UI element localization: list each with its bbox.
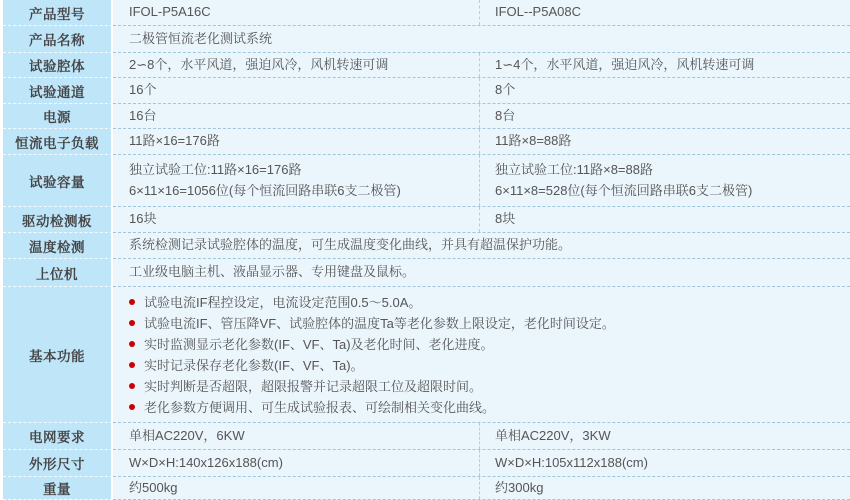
table-row-power-supply <box>3 104 850 129</box>
row-label: 基本功能 <box>3 287 113 423</box>
table-row-test-capacity <box>3 155 850 207</box>
row-data <box>113 0 850 26</box>
spec-value-col1: 11路×16=176路 <box>129 133 220 149</box>
spec-value-col1 <box>113 155 479 206</box>
table-row-product-name <box>3 26 850 53</box>
spec-value-col1: 16块 <box>129 211 157 227</box>
bullet-icon <box>129 341 135 347</box>
feature-item <box>129 397 842 418</box>
spec-value-col1: W×D×H:140x126x188(cm) <box>129 454 283 470</box>
spec-value-line: 6×11×16=1056位(每个恒流回路串联6支二极管) <box>129 182 401 198</box>
table-row-test-chamber <box>3 53 850 78</box>
feature-list <box>113 287 850 422</box>
feature-text: 实时监测显示老化参数(IF、VF、Ta)及老化时间、老化进度。 <box>144 336 494 352</box>
table-row-basic-functions <box>3 287 850 423</box>
row-label: 试验容量 <box>3 155 113 207</box>
spec-value-col2: 8个 <box>479 78 850 103</box>
table-row-temperature-detection <box>3 233 850 259</box>
row-data <box>113 78 850 104</box>
row-label: 外形尺寸 <box>3 450 113 477</box>
row-data <box>113 207 850 233</box>
spec-value-col1: 单相AC220V，6KW <box>129 427 245 443</box>
feature-item <box>129 334 842 355</box>
table-row-dimensions <box>3 450 850 477</box>
spec-value-col1: 2∽8个，水平风道，强迫风冷，风机转速可调 <box>129 56 389 72</box>
row-label: 电源 <box>3 104 113 129</box>
feature-item <box>129 355 842 376</box>
table-row-weight <box>3 477 850 500</box>
spec-value-col1: 约500kg <box>129 479 178 495</box>
row-label: 恒流电子负载 <box>3 129 113 155</box>
table-row-grid-requirement <box>3 423 850 450</box>
spec-value-col2: 1∽4个，水平风道，强迫风冷，风机转速可调 <box>479 53 850 77</box>
spec-value-col1: IFOL-P5A16C <box>129 4 211 20</box>
row-data <box>113 287 850 423</box>
row-data <box>113 450 850 477</box>
spec-value-span: 工业级电脑主机、液晶显示器、专用键盘及鼠标。 <box>129 264 416 280</box>
row-data <box>113 477 850 500</box>
bullet-icon <box>129 383 135 389</box>
feature-text: 实时记录保存老化参数(IF、VF、Ta)。 <box>144 357 364 373</box>
row-data <box>113 423 850 450</box>
bullet-icon <box>129 404 135 410</box>
spec-value-col1: 16台 <box>129 107 157 123</box>
feature-text: 老化参数方便调用、可生成试验报表、可绘制相关变化曲线。 <box>144 399 496 415</box>
bullet-icon <box>129 299 135 305</box>
row-label: 上位机 <box>3 259 113 287</box>
spec-value-col2: 约300kg <box>479 477 850 499</box>
row-label: 温度检测 <box>3 233 113 259</box>
feature-text: 实时判断是否超限，超限报警并记录超限工位及超限时间。 <box>144 378 483 394</box>
row-data <box>113 129 850 155</box>
row-label: 重量 <box>3 477 113 500</box>
spec-value-col2 <box>479 155 850 206</box>
feature-text: 试验电流IF、管压降VF、试验腔体的温度Ta等老化参数上限设定，老化时间设定。 <box>144 315 615 331</box>
row-label: 电网要求 <box>3 423 113 450</box>
spec-value-span: 系统检测记录试验腔体的温度，可生成温度变化曲线，并具有超温保护功能。 <box>129 237 572 253</box>
spec-value-span: 二极管恒流老化测试系统 <box>129 30 273 46</box>
row-label: 产品型号 <box>3 0 113 26</box>
row-label: 试验腔体 <box>3 53 113 78</box>
row-data <box>113 26 850 53</box>
table-row-test-channels <box>3 78 850 104</box>
row-data <box>113 155 850 207</box>
table-row-product-model <box>3 0 850 26</box>
spec-value-line: 独立试验工位:11路×8=88路 <box>495 162 653 178</box>
row-label: 驱动检测板 <box>3 207 113 233</box>
row-data <box>113 233 850 259</box>
row-data <box>113 259 850 287</box>
feature-item <box>129 292 842 313</box>
feature-item <box>129 313 842 334</box>
bullet-icon <box>129 320 135 326</box>
row-label: 产品名称 <box>3 26 113 53</box>
spec-value-col2: IFOL--P5A08C <box>479 0 850 25</box>
spec-value-col2: W×D×H:105x112x188(cm) <box>479 450 850 476</box>
table-row-driver-board <box>3 207 850 233</box>
spec-value-col2: 11路×8=88路 <box>479 129 850 154</box>
spec-value-col1: 16个 <box>129 82 157 98</box>
spec-value-col2: 8台 <box>479 104 850 128</box>
feature-item <box>129 376 842 397</box>
spec-value-line: 6×11×8=528位(每个恒流回路串联6支二极管) <box>495 182 753 198</box>
bullet-icon <box>129 362 135 368</box>
row-label: 试验通道 <box>3 78 113 104</box>
table-row-host-computer <box>3 259 850 287</box>
table-row-electronic-load <box>3 129 850 155</box>
row-data <box>113 53 850 78</box>
spec-value-line: 独立试验工位:11路×16=176路 <box>129 162 302 178</box>
spec-value-col2: 单相AC220V，3KW <box>479 423 850 449</box>
row-data <box>113 104 850 129</box>
feature-text: 试验电流IF程控设定，电流设定范围0.5～5.0A。 <box>144 294 422 310</box>
spec-value-col2: 8块 <box>479 207 850 232</box>
